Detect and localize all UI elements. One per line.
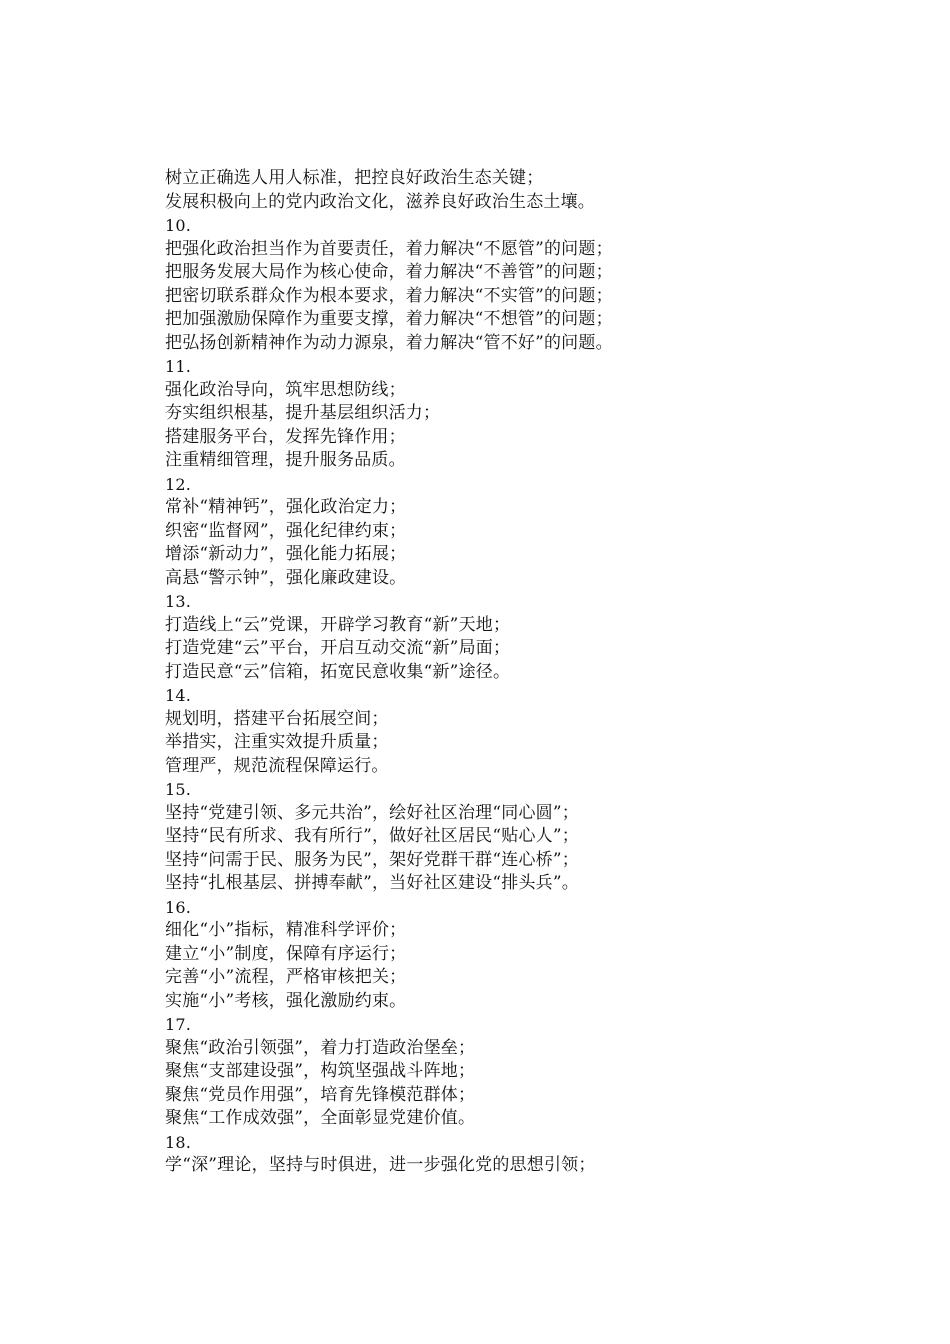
- text-line: 打造党建“云”平台，开启互动交流“新”局面；: [165, 638, 511, 658]
- text-line: 聚焦“支部建设强”，构筑坚强战斗阵地；: [165, 1061, 476, 1081]
- text-line: 管理严，规范流程保障运行。: [165, 755, 389, 776]
- text-line: 聚焦“工作成效强”，全面彰显党建价值。: [165, 1108, 476, 1128]
- section-number: 18.: [165, 1132, 192, 1152]
- text-line: 把服务发展大局作为核心使命，着力解决“不善管”的问题；: [165, 262, 613, 282]
- section-number: 12.: [165, 474, 192, 494]
- section-number: 11.: [165, 357, 192, 376]
- text-line: 规划明，搭建平台拓展空间；: [165, 708, 389, 729]
- section-number: 14.: [165, 686, 192, 705]
- text-line: 举措实，注重实效提升质量；: [165, 732, 389, 752]
- text-line: 把强化政治担当作为首要责任，着力解决“不愿管”的问题；: [165, 238, 613, 259]
- text-line: 增添“新动力”，强化能力拓展；: [165, 544, 407, 564]
- text-line: 高悬“警示钟”，强化廉政建设。: [165, 567, 407, 588]
- text-line: 把密切联系群众作为根本要求，着力解决“不实管”的问题；: [165, 285, 613, 306]
- text-line: 夯实组织根基，提升基层组织活力；: [165, 403, 441, 423]
- text-line: 建立“小”制度，保障有序运行；: [165, 943, 407, 964]
- text-line: 打造民意“云”信箱，拓宽民意收集“新”途径。: [165, 661, 511, 682]
- text-line: 常补“精神钙”，强化政治定力；: [165, 497, 407, 517]
- text-line: 学“深”理论，坚持与时俱进，进一步强化党的思想引领；: [165, 1155, 596, 1175]
- document-body: [165, 167, 865, 1178]
- text-line: 打造线上“云”党课，开辟学习教育“新”天地；: [165, 614, 511, 635]
- text-line: 坚持“扎根基层、拼搏奉献”，当好社区建设“排头兵”。: [165, 873, 579, 893]
- text-line: 聚焦“政治引领强”，着力打造政治堡垒；: [165, 1037, 476, 1058]
- text-line: 注重精细管理，提升服务品质。: [165, 450, 406, 470]
- text-line: 坚持“党建引领、多元共治”，绘好社区治理“同心圆”；: [165, 802, 579, 823]
- text-line: 细化“小”指标，精准科学评价；: [165, 920, 407, 940]
- section-number: 16.: [165, 897, 192, 917]
- section-number: 10.: [165, 216, 192, 235]
- text-line: 把加强激励保障作为重要支撑，着力解决“不想管”的问题；: [165, 309, 613, 329]
- text-line: 完善“小”流程，严格审核把关；: [165, 967, 407, 987]
- section-number: 17.: [165, 1015, 192, 1034]
- text-line: 聚焦“党员作用强”，培育先锋模范群体；: [165, 1084, 476, 1105]
- text-line: 搭建服务平台，发挥先锋作用；: [165, 426, 406, 447]
- text-line: 强化政治导向，筑牢思想防线；: [165, 379, 406, 400]
- text-line: 坚持“民有所求、我有所行”，做好社区居民“贴心人”；: [165, 826, 579, 846]
- section-number: 15.: [165, 780, 192, 799]
- text-line: 坚持“问需于民、服务为民”，架好党群干群“连心桥”；: [165, 849, 579, 870]
- text-line: 实施“小”考核，强化激励约束。: [165, 990, 407, 1011]
- text-line: 树立正确选人用人标准，把控良好政治生态关键；: [165, 168, 544, 188]
- text-line: 把弘扬创新精神作为动力源泉，着力解决“管不好”的问题。: [165, 332, 613, 353]
- text-line: 织密“监督网”，强化纪律约束；: [165, 520, 407, 541]
- section-number: 13.: [165, 592, 192, 611]
- text-line: 发展积极向上的党内政治文化，滋养良好政治生态土壤。: [165, 191, 595, 212]
